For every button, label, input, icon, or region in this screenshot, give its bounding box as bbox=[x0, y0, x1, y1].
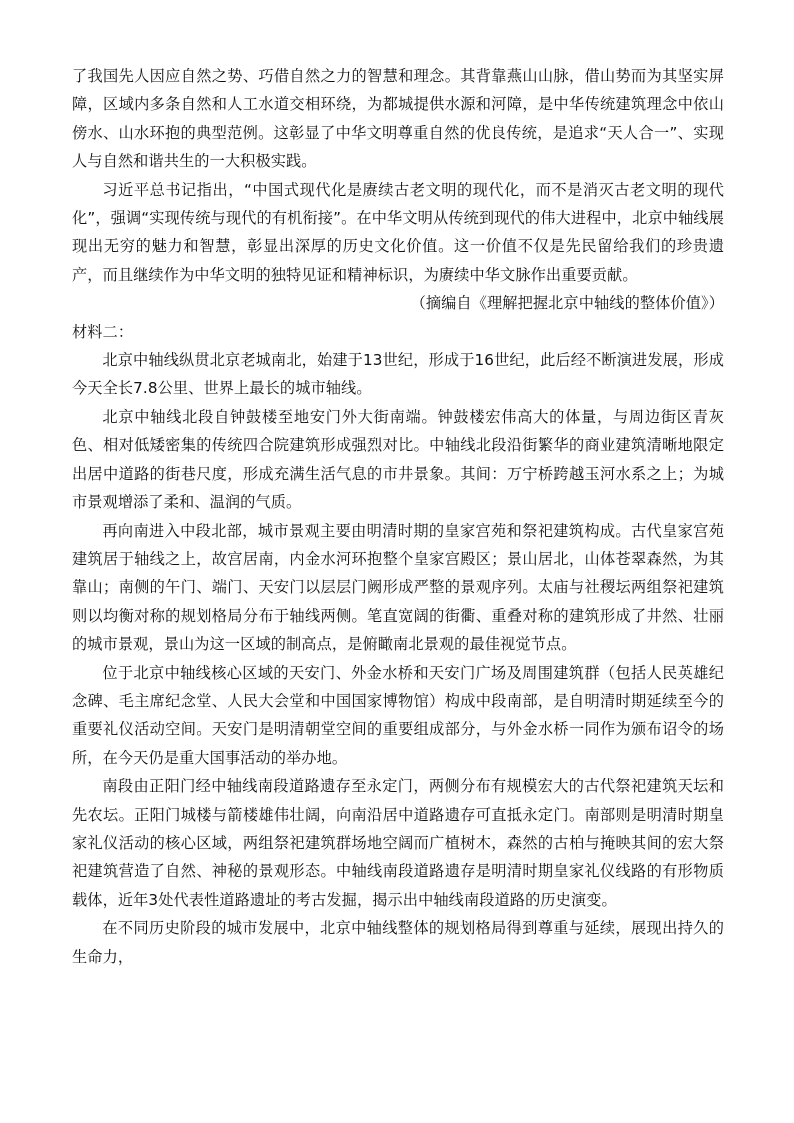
material-two-label: 材料二： bbox=[72, 322, 134, 341]
paragraph-north-section: 北京中轴线北段自钟鼓楼至地安门外大街南端。钟鼓楼宏伟高大的体量，与周边街区青灰色、相对低矮密集的传统四合院建筑形成强烈对比。中轴线北段沿街繁华的商业建筑清晰地限定出居中道路的街巷尺度，形成充满生活气息的市井景象。其间：万宁桥跨越玉河水系之上；为城市景观增添了柔和、温润的气质。 bbox=[72, 407, 724, 512]
paragraph-continuation: 在不同历史阶段的城市发展中，北京中轴线整体的规划格局得到尊重与延续，展现出持久的生命力， bbox=[72, 919, 724, 966]
paragraph-middle-south: 位于北京中轴线核心区域的天安门、外金水桥和天安门广场及周围建筑群（包括人民英雄纪念碑、毛主席纪念堂、人民大会堂和中国国家博物馆）构成中段南部，是自明清时期延续至今的重要礼仪活动空间。天安门是明清朝堂空间的重要组成部分，与外金水桥一同作为颁布诏令的场所，在今天仍是重大国事活动的举办地。 bbox=[72, 663, 724, 767]
paragraph-continued-intro: 了我国先人因应自然之势、巧借自然之力的智慧和理念。其背靠燕山山脉，借山势而为其坚实屏障，区域内多条自然和人工水道交相环绕，为都城提供水源和河障，是中华传统建筑理念中依山傍水、山水环抱的典型范例。这彰显了中华文明尊重自然的优良传统，是追求“天人合一”、实现人与自然和谐共生的一大积极实践。 bbox=[72, 67, 724, 171]
paragraph-xi-quote: 习近平总书记指出，“中国式现代化是赓续古老文明的现代化，而不是消灭古老文明的现代化”，强调“实现传统与现代的有机衔接”。在中华文明从传统到现代的伟大进程中，北京中轴线展现出无穷的魅力和智慧，彰显出深厚的历史文化价值。这一价值不仅是先民留给我们的珍贵遗产，而且继续作为中华文明的独特见证和精神标识，为赓续中华文脉作出重要贡献。 bbox=[72, 180, 724, 284]
paragraph-south-section: 南段由正阳门经中轴线南段道路遗存至永定门，两侧分布有规模宏大的古代祭祀建筑天坛和先农坛。正阳门城楼与箭楼雄伟壮阔，向南沿居中道路遗存可直抵永定门。南部则是明清时期皇家礼仪活动的核心区域，两组祭祀建筑群场地空阔而广植树木，森然的古柏与掩映其间的宏大祭祀建筑营造了自然、神秘的景观形态。中轴线南段道路遗存是明清时期皇家礼仪线路的有形物质载体，近年3处代表性道路遗址的考古发掘，揭示出中轴线南段道路的历史演变。 bbox=[72, 777, 724, 909]
paragraph-overview: 北京中轴线纵贯北京老城南北，始建于13世纪，形成于16世纪，此后经不断演进发展，形成今天全长7.8公里、世界上最长的城市轴线。 bbox=[72, 351, 724, 398]
paragraph-middle-north: 再向南进入中段北部，城市景观主要由明清时期的皇家宫苑和祭祀建筑构成。古代皇家宫苑建筑居于轴线之上，故宫居南，内金水河环抱整个皇家宫殿区；景山居北，山体苍翠森然，为其靠山；南侧的午门、端门、天安门以层层门阙形成严整的景观序列。太庙与社稷坛两组祭祀建筑则以均衡对称的规划格局分布于轴线两侧。笔直宽阔的街衢、重叠对称的建筑形成了井然、壮丽的城市景观，景山为这一区域的制高点，是俯瞰南北景观的最佳视觉节点。 bbox=[72, 521, 724, 654]
source-citation: （摘编自《理解把握北京中轴线的整体价值》） bbox=[410, 294, 724, 313]
document-page bbox=[72, 62, 724, 971]
